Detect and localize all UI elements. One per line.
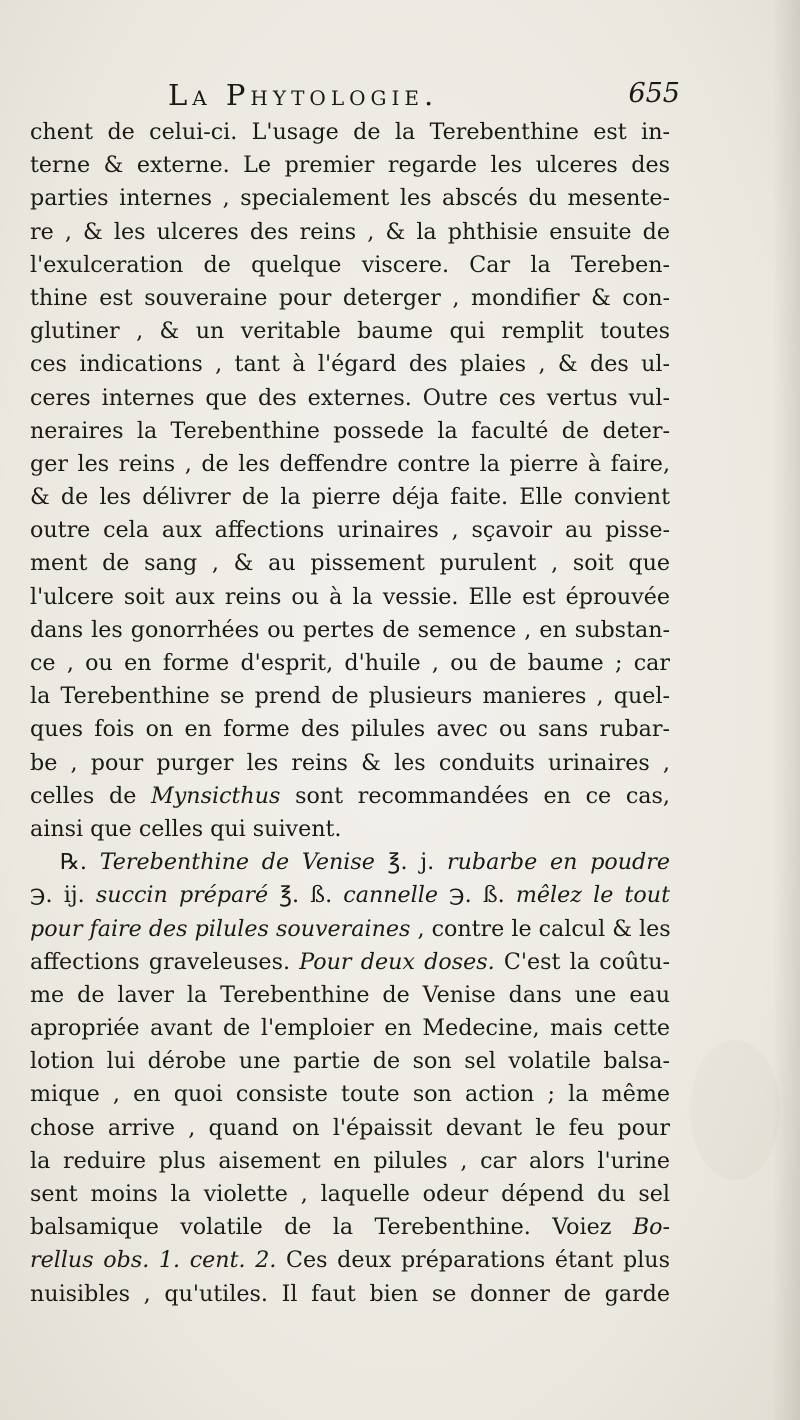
italic-text-segment: pour faire des pilules souveraines bbox=[30, 915, 411, 942]
text-line bbox=[30, 249, 670, 282]
text-line bbox=[30, 1244, 670, 1277]
text-segment: chose arrive , quand on l'épaissit devant le feu pour bbox=[30, 1114, 670, 1141]
text-segment: terne & externe. Le premier regarde les ulceres des bbox=[30, 152, 670, 179]
text-line bbox=[30, 813, 670, 846]
text-line bbox=[30, 1112, 670, 1145]
text-segment: la Terebenthine se prend de plusieurs manieres , quel- bbox=[30, 683, 670, 710]
text-segment: , contre le calcul & les bbox=[410, 915, 671, 942]
text-segment: ℥. j. bbox=[374, 849, 447, 876]
text-segment: mique , en quoi consiste toute son action ; la même bbox=[30, 1081, 670, 1108]
text-segment: dans les gonorrhées ou pertes de semence , en substan- bbox=[30, 616, 670, 643]
text-segment: sont recommandées en ce cas, bbox=[280, 782, 670, 809]
page-header bbox=[30, 78, 680, 114]
italic-text-segment: rubarbe en poudre bbox=[446, 849, 670, 876]
text-line bbox=[30, 216, 670, 249]
text-line bbox=[30, 946, 670, 979]
text-line bbox=[30, 680, 670, 713]
text-segment: affections graveleuses. bbox=[30, 948, 300, 975]
text-segment: nuisibles , qu'utiles. Il faut bien se donner de garde bbox=[30, 1280, 670, 1307]
italic-text-segment: mêlez le tout bbox=[515, 882, 670, 909]
text-line bbox=[30, 481, 670, 514]
text-segment: sent moins la violette , laquelle odeur dépend du sel bbox=[30, 1181, 670, 1207]
text-line bbox=[30, 846, 670, 879]
text-segment: ℞. bbox=[60, 849, 100, 876]
text-segment: l'ulcere soit aux reins ou à la vessie. Elle est éprouvée bbox=[30, 583, 670, 610]
text-line bbox=[30, 514, 670, 547]
italic-text-segment: Pour deux doses. bbox=[299, 948, 495, 975]
text-line bbox=[30, 1145, 670, 1178]
text-segment: & de les délivrer de la pierre déja faite. Elle convient bbox=[30, 484, 670, 511]
text-line bbox=[30, 149, 670, 182]
text-segment: lotion lui dérobe une partie de son sel volatile balsa- bbox=[30, 1048, 670, 1075]
text-segment: ment de sang , & au pissement purulent , soit que bbox=[30, 550, 670, 577]
text-line bbox=[30, 1045, 670, 1078]
running-title: La Phytologie. bbox=[168, 78, 439, 112]
page-edge-shadow bbox=[772, 0, 800, 1420]
text-segment: ℥. ß. bbox=[268, 882, 344, 909]
text-line bbox=[30, 182, 670, 215]
text-line bbox=[30, 1278, 670, 1311]
text-segment: outre cela aux affections urinaires , sçavoir au pisse- bbox=[30, 517, 670, 544]
text-segment: apropriée avant de l'emploier en Medecine, mais cette bbox=[30, 1015, 670, 1042]
text-segment: ger les reins , de les deffendre contre la pierre à faire, bbox=[30, 450, 670, 477]
text-segment: ce , ou en forme d'esprit, d'huile , ou de baume ; car bbox=[30, 650, 670, 676]
text-segment: parties internes , specialement les abscés du mesente- bbox=[30, 185, 670, 212]
text-line bbox=[30, 713, 670, 746]
italic-text-segment: Terebenthine de Venise bbox=[99, 849, 375, 876]
text-segment: ques fois on en forme des pilules avec ou sans rubar- bbox=[30, 716, 670, 743]
text-segment: neraires la Terebenthine possede la faculté de deter- bbox=[30, 417, 670, 444]
italic-text-segment: cannelle bbox=[343, 882, 438, 909]
text-line bbox=[30, 1078, 670, 1111]
text-segment: glutiner , & un veritable baume qui remplit toutes bbox=[30, 318, 670, 345]
body-text bbox=[30, 116, 670, 1311]
text-segment: C'est la coûtu- bbox=[494, 948, 670, 975]
text-segment: ces indications , tant à l'égard des plaies , & des ul- bbox=[30, 351, 670, 378]
text-line bbox=[30, 1211, 670, 1244]
text-segment: balsamique volatile de la Terebenthine. Voiez bbox=[30, 1214, 633, 1241]
italic-text-segment: Mynsicthus bbox=[151, 782, 281, 809]
text-line bbox=[30, 647, 670, 680]
text-line bbox=[30, 382, 670, 415]
text-segment: ceres internes que des externes. Outre ces vertus vul- bbox=[30, 384, 670, 411]
text-line bbox=[30, 879, 670, 912]
text-segment: thine est souveraine pour deterger , mondifier & con- bbox=[30, 284, 670, 311]
paper-stain bbox=[690, 1040, 780, 1180]
text-line bbox=[30, 581, 670, 614]
text-line bbox=[30, 979, 670, 1012]
text-line bbox=[30, 415, 670, 448]
italic-text-segment: succin préparé bbox=[95, 882, 269, 909]
page-number: 655 bbox=[628, 78, 680, 109]
text-segment: me de laver la Terebenthine de Venise dans une eau bbox=[30, 981, 670, 1008]
italic-text-segment: rellus obs. 1. cent. 2. bbox=[30, 1247, 277, 1274]
text-segment: chent de celui-ci. L'usage de la Terebenthine est in- bbox=[30, 119, 670, 145]
text-segment: re , & les ulceres des reins , & la phthisie ensuite de bbox=[30, 218, 670, 245]
text-segment: celles de bbox=[30, 782, 152, 809]
text-segment: ℈. ij. bbox=[30, 882, 96, 909]
text-line bbox=[30, 747, 670, 780]
text-segment: l'exulceration de quelque viscere. Car la Tereben- bbox=[30, 251, 670, 278]
text-segment: la reduire plus aisement en pilules , car alors l'urine bbox=[30, 1147, 670, 1174]
text-line bbox=[30, 282, 670, 315]
text-segment: ℈. ß. bbox=[437, 882, 516, 909]
text-segment: ainsi que celles qui suivent. bbox=[30, 815, 342, 842]
text-line bbox=[30, 116, 670, 149]
text-segment: be , pour purger les reins & les conduits urinaires , bbox=[30, 749, 670, 776]
text-line bbox=[30, 1012, 670, 1045]
italic-text-segment: Bo- bbox=[632, 1214, 670, 1241]
text-line bbox=[30, 1178, 670, 1211]
text-line bbox=[30, 780, 670, 813]
text-line bbox=[30, 348, 670, 381]
text-line bbox=[30, 547, 670, 580]
text-line bbox=[30, 448, 670, 481]
text-line bbox=[30, 614, 670, 647]
text-line bbox=[30, 315, 670, 348]
text-segment: Ces deux préparations étant plus bbox=[276, 1247, 670, 1274]
text-line bbox=[30, 913, 670, 946]
